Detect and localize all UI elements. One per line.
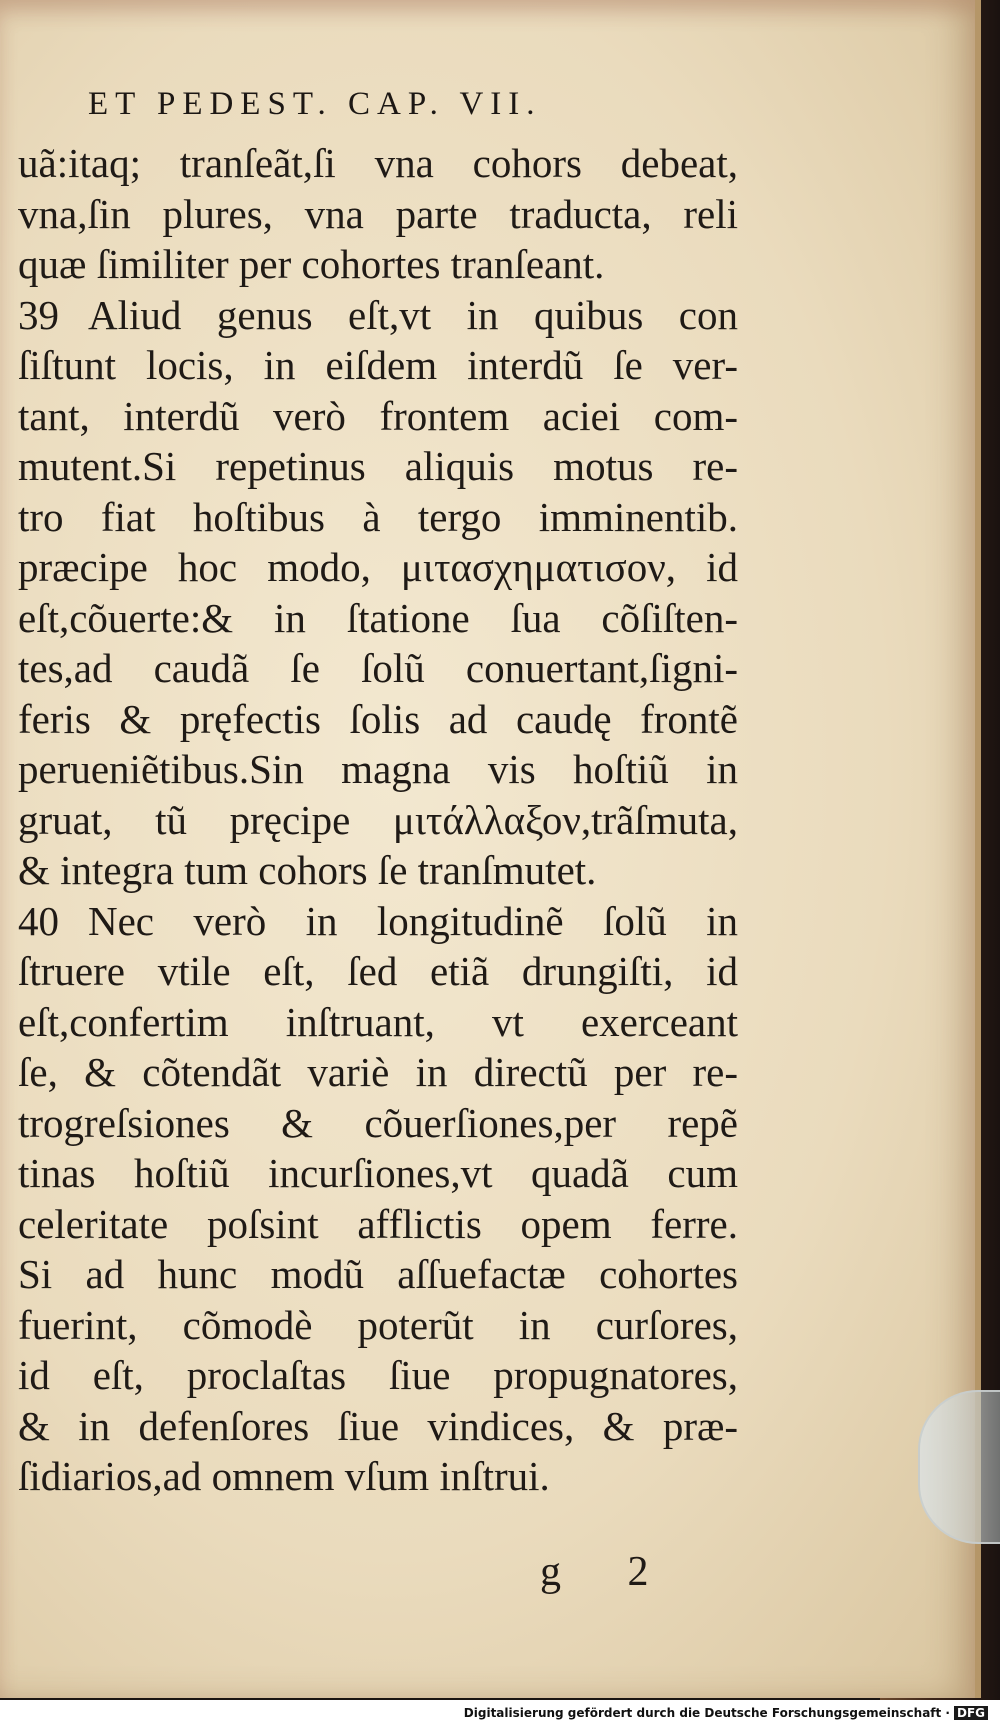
signature-mark: g 2	[540, 1549, 677, 1595]
running-header: ET PEDEST. CAP. VII.	[88, 86, 542, 122]
text-line	[18, 896, 738, 947]
text-line	[18, 1350, 738, 1401]
line-text: tant, interdũ verò frontem aciei com-	[18, 392, 738, 439]
text-line	[18, 239, 738, 290]
line-text: eſt,cõuerte:& in ſtatione ſua cõſiſten-	[18, 594, 738, 641]
text-line	[18, 340, 738, 391]
line-text: ſe, & cõtendãt variè in directũ per re-	[18, 1049, 738, 1095]
line-text: præcipe hoc modo, μιτασχηματισον, id	[18, 544, 738, 590]
line-text: Aliud genus eſt,vt in quibus con	[88, 291, 738, 338]
text-line	[18, 441, 738, 492]
text-line	[18, 643, 738, 694]
dfg-logo: DFG	[954, 1706, 988, 1720]
text-line	[18, 1098, 738, 1149]
line-text: celeritate poſsint afflictis opem ferre.	[18, 1200, 738, 1247]
body-text	[18, 138, 738, 1502]
line-text: Si ad hunc modũ aſſuefactæ cohortes	[18, 1251, 738, 1297]
text-line	[18, 1401, 738, 1452]
line-text: & in defenſores ſiue vindices, & præ-	[18, 1402, 738, 1449]
paragraph-number: 39	[18, 291, 59, 338]
line-text: vna,ſin plures, vna parte traducta, reli	[18, 190, 738, 237]
text-line	[18, 138, 738, 189]
line-text: uã:itaq; tranſeãt,ſi vna cohors debeat,	[18, 140, 738, 186]
line-text: feris & pręfectis ſolis ad caudę frontẽ	[18, 695, 738, 742]
line-text: & integra tum cohors ſe tranſmutet.	[18, 847, 597, 893]
text-line	[18, 744, 738, 795]
footer-text: Digitalisierung gefördert durch die Deutsche Forschungsgemeinschaft ·	[463, 1706, 950, 1720]
text-line	[18, 997, 738, 1048]
line-text: mutent.Si repetinus aliquis motus re-	[18, 443, 738, 489]
text-line	[18, 492, 738, 543]
line-text: tes,ad caudã ſe ſolũ conuertant,ſigni-	[18, 645, 738, 691]
line-text: tro fiat hoſtibus à tergo imminentib.	[18, 493, 738, 540]
page-clip	[918, 1390, 1000, 1544]
text-line	[18, 189, 738, 240]
text-line	[18, 290, 738, 341]
line-text: Nec verò in longitudinẽ ſolũ in	[88, 897, 738, 944]
line-text: ſiſtunt locis, in eiſdem interdũ ſe ver-	[18, 342, 738, 388]
line-text: ſidiarios,ad omnem vſum inſtrui.	[18, 1453, 550, 1499]
text-line	[18, 542, 738, 593]
paragraph-number: 40	[18, 897, 59, 944]
text-line	[18, 1249, 738, 1300]
text-line	[18, 1199, 738, 1250]
text-line	[18, 1451, 738, 1502]
line-text: gruat, tũ pręcipe μιτάλλαξον,trãſmuta,	[18, 796, 738, 843]
line-text: trogreſsiones & cõuerſiones,per repẽ	[18, 1099, 738, 1146]
line-text: fuerint, cõmodè poterũt in curſores,	[18, 1301, 738, 1348]
line-text: eſt,confertim inſtruant, vt exerceant	[18, 998, 738, 1045]
text-line	[18, 946, 738, 997]
line-text: tinas hoſtiũ incurſiones,vt quadã cum	[18, 1150, 738, 1196]
text-line	[18, 1148, 738, 1199]
line-text: quæ ſimiliter per cohortes tranſeant.	[18, 241, 605, 287]
line-text: id eſt, proclaſtas ſiue propugnatores,	[18, 1352, 738, 1398]
text-line	[18, 1047, 738, 1098]
text-line	[18, 795, 738, 846]
text-line	[18, 1300, 738, 1351]
text-line	[18, 593, 738, 644]
text-line	[18, 845, 738, 896]
text-line	[18, 391, 738, 442]
line-text: ſtruere vtile eſt, ſed etiã drungiſti, id	[18, 948, 738, 994]
line-text: perueniẽtibus.Sin magna vis hoſtiũ in	[18, 746, 738, 792]
digitization-footer	[0, 1700, 1000, 1726]
text-line	[18, 694, 738, 745]
